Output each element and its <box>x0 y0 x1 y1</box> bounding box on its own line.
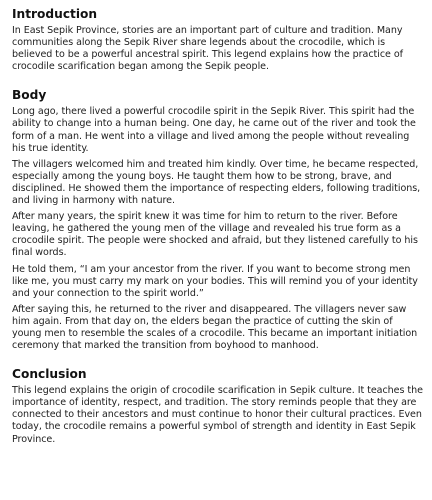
body-paragraph-4: He told them, “I am your ancestor from the river. If you want to become strong men like me, you must carry my mark on your bodies. This will remind you of your identity and your connection to the spirit world.” <box>12 263 418 299</box>
body-paragraph-2: The villagers welcomed him and treated him kindly. Over time, he became respected, especially among the young boys. He taught them how to be strong, brave, and disciplined. He showed them the importance of respecting elders, following traditions, and living in harmony with nature. <box>12 158 421 207</box>
introduction-heading: Introduction <box>12 7 98 21</box>
conclusion-section <box>12 366 424 445</box>
body-paragraph-5: After saying this, he returned to the river and disappeared. The villagers never saw him again. From that day on, the elders began the practice of cutting the skin of young men to resemble the scales of a crocodile. This became an important initiation ceremony that marked the transition from boyhood to manhood. <box>12 303 418 352</box>
introduction-paragraph: In East Sepik Province, stories are an important part of culture and tradition. Many communities along the Sepik River share legends about the crocodile, which is believed to be a powerful ancestral spirit. This legend explains how the practice of crocodile scarification began among the Sepik people. <box>12 25 403 73</box>
body-section <box>12 87 424 352</box>
conclusion-paragraph: This legend explains the origin of crocodile scarification in Sepik culture. It teaches the importance of identity, respect, and tradition. The story reminds people that they are connected to their ancestors and must continue to honor their cultural practices. Even today, the crocodile remains a powerful symbol of strength and identity in East Sepik Province. <box>12 385 423 445</box>
body-heading: Body <box>12 88 47 103</box>
introduction-section <box>12 6 424 73</box>
body-paragraph-3: After many years, the spirit knew it was time for him to return to the river. Before leaving, he gathered the young men of the village and revealed his true form as a crocodile spirit. The people were shocked and afraid, but they listened carefully to his final words. <box>12 211 418 259</box>
conclusion-heading: Conclusion <box>12 367 87 382</box>
body-paragraph-1: Long ago, there lived a powerful crocodile spirit in the Sepik River. This spirit had the ability to change into a human being. One day, he came out of the river and took the form of a man. He went into a village and lived among the people without revealing his true identity. <box>12 106 416 154</box>
